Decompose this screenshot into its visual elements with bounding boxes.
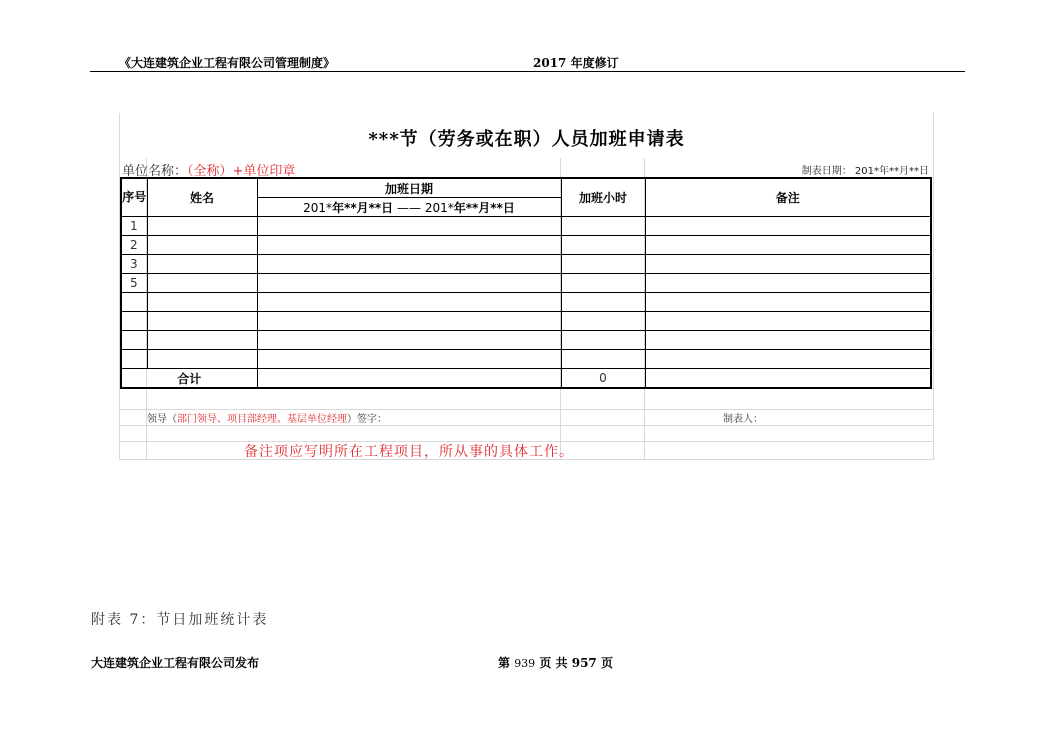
remarks-note: 备注项应写明所在工程项目，所从事的具体工作。: [244, 444, 574, 460]
col-name: 姓名: [147, 178, 257, 217]
appendix-caption: 附表 7：节日加班统计表: [91, 612, 269, 628]
overtime-table: [120, 177, 932, 389]
table-row: [121, 350, 931, 369]
col-overtime-date: 加班日期: [257, 178, 561, 198]
date-label: 制表日期： 201*年**月**日: [801, 166, 929, 177]
maker-label: 制表人：: [723, 414, 763, 425]
col-remarks: 备注: [645, 178, 931, 217]
spreadsheet-form: [119, 113, 934, 460]
footer-publisher: 大连建筑企业工程有限公司发布: [91, 656, 260, 670]
total-hours: 0: [561, 369, 645, 389]
table-row: [121, 293, 931, 312]
header-rule: [90, 71, 965, 72]
total-label: 合计: [121, 369, 257, 389]
footer-page-number: 第 939 页 共 957 页: [498, 656, 613, 670]
unit-label: 单位名称：（全称）+单位印章: [122, 164, 296, 179]
header-center: 2017 年度修订: [533, 56, 619, 70]
leader-signature: 领导（部门领导、项目部经理、基层单位经理）签字：: [147, 414, 387, 425]
total-row: [121, 369, 931, 389]
table-row: 1: [121, 217, 931, 236]
table-row: 2: [121, 236, 931, 255]
table-row: 5: [121, 274, 931, 293]
table-row: [121, 331, 931, 350]
table-row: 3: [121, 255, 931, 274]
table-row: [121, 312, 931, 331]
unit-value: （全称）+单位印章: [187, 164, 296, 179]
header-left: 《大连建筑企业工程有限公司管理制度》: [119, 56, 336, 70]
unit-row: [120, 159, 933, 178]
col-seq: 序号: [121, 178, 147, 217]
col-hours: 加班小时: [561, 178, 645, 217]
date-range: 201*年**月**日 —— 201*年**月**日: [257, 198, 561, 217]
form-title: ***节（劳务或在职）人员加班申请表: [368, 129, 685, 150]
